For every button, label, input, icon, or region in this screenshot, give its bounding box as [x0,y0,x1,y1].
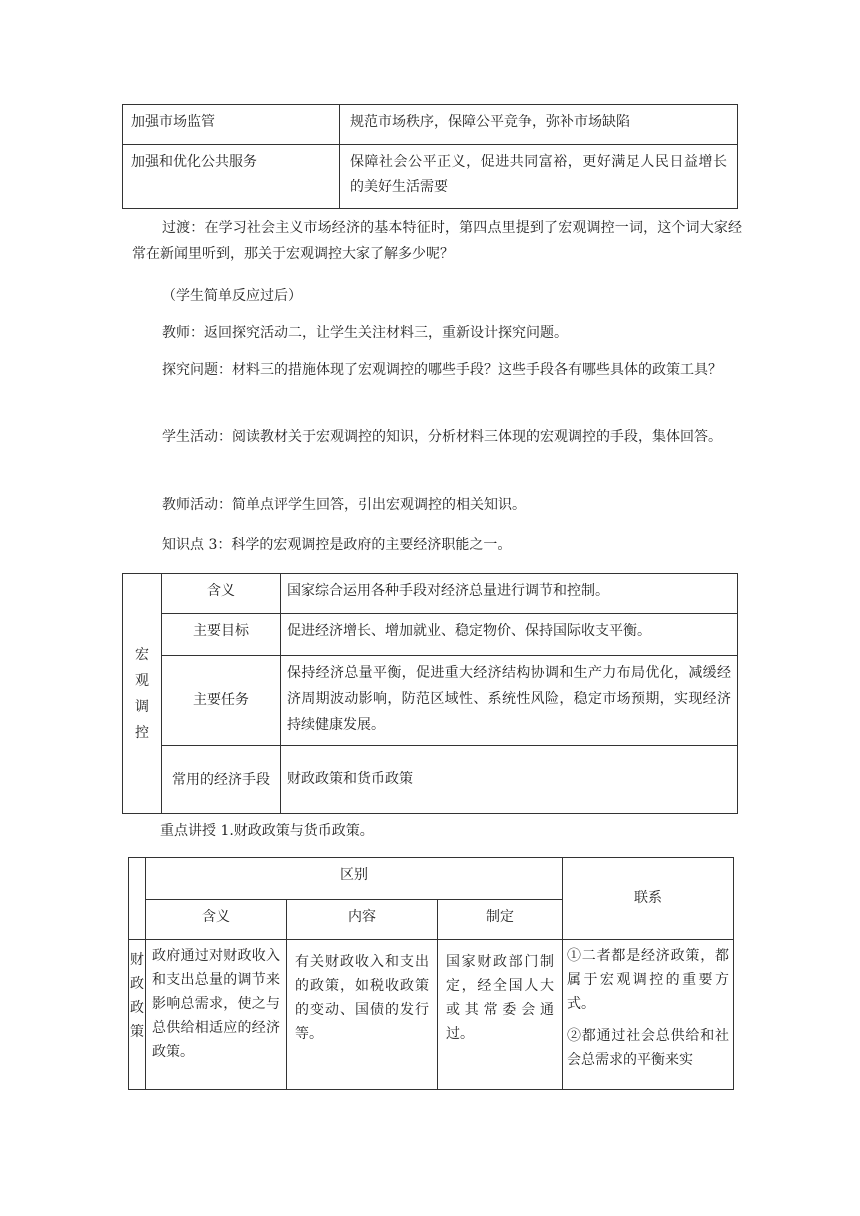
fiscal-content: 有关财政收入和支出的政策，如税收政策的变动、国债的发行等。 [287,940,438,1090]
row-content: 促进经济增长、增加就业、稳定物价、保持国际收支平衡。 [281,614,738,656]
question-paragraph: 探究问题：材料三的措施体现了宏观调控的哪些手段？这些手段各有哪些具体的政策工具？ [162,362,722,378]
row-content: 保持经济总量平衡，促进重大经济结构协调和生产力布局优化，减缓经济周期波动影响，防范区域性、系统性风险，稳定市场预期，实现经济持续健康发展。 [281,656,738,746]
student-reaction-paragraph: （学生简单反应过后） [162,288,302,304]
group-label-text: 宏观调控 [135,646,149,741]
row-label: 加强市场监管 [123,105,340,145]
row-content: 规范市场秩序，保障公平竞争，弥补市场缺陷 [340,105,738,145]
market-functions-table [122,104,738,209]
col-maker: 制定 [438,900,563,940]
teacher-activity-paragraph: 教师活动：简单点评学生回答，引出宏观调控的相关知识。 [162,497,526,513]
table-row [123,746,738,814]
col-content: 内容 [287,900,438,940]
table-row [123,656,738,746]
macro-control-table [122,573,738,814]
table-row [129,858,734,900]
corner-cell [129,858,146,940]
table-row [123,574,738,614]
fiscal-meaning: 政府通过对财政收入和支出总量的调节来影响总需求，使之与总供给相适应的经济政策。 [146,940,287,1090]
row-label-text: 财政政策 [130,952,144,1040]
row-label [162,746,281,814]
col-meaning: 含义 [146,900,287,940]
transition-paragraph: 过渡：在学习社会主义市场经济的基本特征时，第四点里提到了宏观调控一词，这个词大家经常在新闻里听到，那关于宏观调控大家了解多少呢？ [132,220,742,262]
link-point-2: ②都通过社会总供给和社会总需求的平衡来实 [567,1028,729,1068]
table-row [123,614,738,656]
group-label [123,574,162,814]
row-content: 国家综合运用各种手段对经济总量进行调节和控制。 [281,574,738,614]
link-cell [563,940,734,1090]
teacher-paragraph: 教师：返回探究活动二，让学生关注材料三，重新设计探究问题。 [162,325,568,341]
row-content: 保障社会公平正义，促进共同富裕，更好满足人民日益增长的美好生活需要 [340,145,738,209]
fiscal-monetary-table [128,857,734,1090]
row-label [129,940,146,1090]
table-row [129,940,734,1090]
link-point-1: ①二者都是经济政策，都属于宏观调控的重要方式。 [567,948,729,1012]
fiscal-maker: 国家财政部门制定，经全国人大或其常委会通过。 [438,940,563,1090]
row-label: 加强和优化公共服务 [123,145,340,209]
table-row [123,145,738,209]
row-label: 主要目标 [162,614,281,656]
focus-point-1: 重点讲授 1.财政政策与货币政策。 [160,823,374,839]
row-label: 主要任务 [162,656,281,746]
student-activity-paragraph: 学生活动：阅读教材关于宏观调控的知识，分析材料三体现的宏观调控的手段，集体回答。 [162,429,722,445]
header-diff: 区别 [146,858,563,900]
table-row [123,105,738,145]
header-link: 联系 [563,858,734,940]
row-label: 含义 [162,574,281,614]
row-label-text: 常用的经济手段 [172,771,270,788]
row-content: 财政政策和货币政策 [281,746,738,814]
knowledge-point-3: 知识点 3：科学的宏观调控是政府的主要经济职能之一。 [162,537,512,553]
